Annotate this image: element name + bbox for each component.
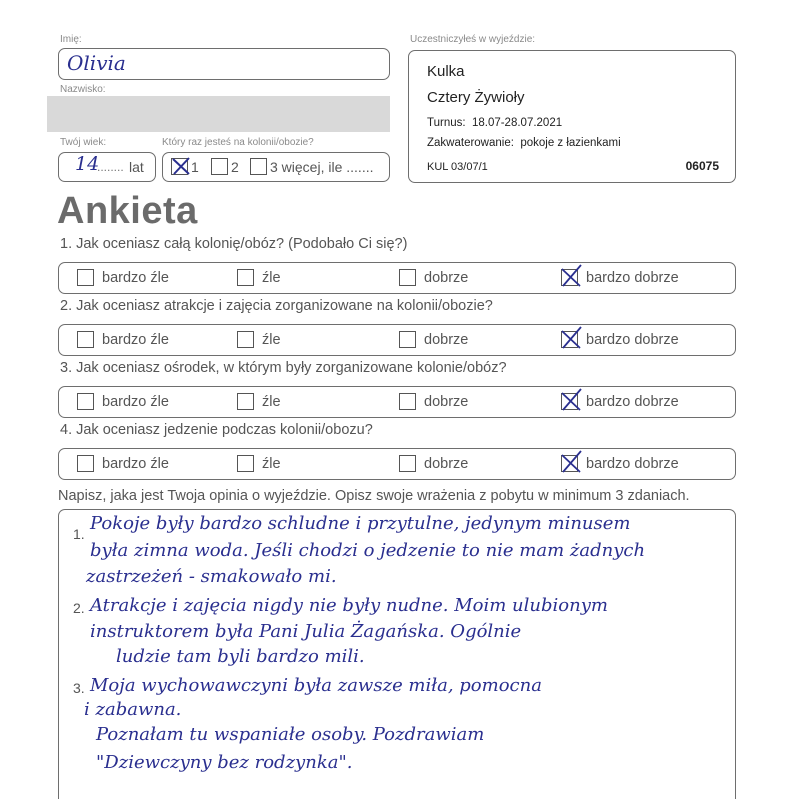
x-mark-icon [169,153,195,179]
checkbox[interactable] [399,269,416,286]
rating-option[interactable] [561,269,679,286]
checkbox-checked[interactable] [561,455,578,472]
trip-code: KUL 03/07/1 [427,161,488,173]
rating-option-label: dobrze [424,331,469,348]
essay-line: "Dziewczyny bez rodzynka". [96,752,353,773]
checkbox[interactable] [399,393,416,410]
checkbox-checked[interactable] [561,393,578,410]
age-label: Twój wiek: [60,137,107,148]
essay-number: 3. [73,680,85,696]
trip-number: 06075 [685,159,719,173]
essay-prompt: Napisz, jaka jest Twoja opinia o wyjeździe. Opisz swoje wrażenia z pobytu w minimum 3 zdaniach. [58,488,690,504]
rating-option[interactable] [237,269,281,286]
rating-option-label: bardzo źle [102,455,169,472]
accommodation: Zakwaterowanie: pokoje z łazienkami [427,137,621,149]
checkbox[interactable] [399,331,416,348]
rating-option[interactable] [237,455,281,472]
rating-row [58,262,736,294]
name-field[interactable] [58,48,390,80]
times-option-label: 2 [231,158,239,175]
age-field[interactable] [58,152,156,182]
checkbox[interactable] [77,269,94,286]
rating-option[interactable] [77,455,169,472]
rating-option[interactable] [237,393,281,410]
rating-option[interactable] [561,331,679,348]
rating-option-label: źle [262,455,281,472]
trip-info-card [408,50,736,183]
essay-line: była zimna woda. Jeśli chodzi o jedzenie to nie mam żadnych [90,540,646,561]
essay-line: i zabawna. [84,699,182,720]
rating-option-label: bardzo dobrze [586,331,679,348]
checkbox[interactable] [237,331,254,348]
checkbox[interactable] [77,393,94,410]
rating-option-label: bardzo dobrze [586,455,679,472]
rating-option[interactable] [399,455,468,472]
checkbox-checked[interactable] [171,158,188,175]
rating-row [58,386,736,418]
rating-option[interactable] [399,393,468,410]
essay-number: 2. [73,600,85,616]
essay-line: Atrakcje i zajęcia nigdy nie były nudne. Moim ulubionym [90,595,608,616]
essay-line: ludzie tam byli bardzo mili. [116,646,365,667]
program-name: Cztery Żywioły [427,89,525,106]
rating-option-label: źle [262,269,281,286]
page-title: Ankieta [57,190,198,232]
x-mark-icon [559,326,585,352]
rating-option-label: źle [262,331,281,348]
essay-line: Pokoje były bardzo schludne i przytulne, jedynym minusem [90,513,631,534]
checkbox-checked[interactable] [561,331,578,348]
x-mark-icon [559,450,585,476]
rating-option[interactable] [399,331,468,348]
surname-redacted [47,96,390,132]
checkbox[interactable] [237,269,254,286]
times-field[interactable] [162,152,390,182]
times-option-label: 1 [191,158,199,175]
times-option-3[interactable] [250,158,373,175]
rating-option[interactable] [77,393,169,410]
trip-label: Uczestniczyłeś w wyjeździe: [410,34,536,45]
question-text: 2. Jak oceniasz atrakcje i zajęcia zorganizowane na kolonii/obozie? [60,298,493,314]
age-dots: ........ [97,160,124,174]
age-unit: lat [129,159,144,175]
checkbox[interactable] [237,455,254,472]
rating-option-label: bardzo dobrze [586,269,679,286]
question-text: 3. Jak oceniasz ośrodek, w którym były zorganizowane kolonie/obóz? [60,360,507,376]
rating-option[interactable] [561,455,679,472]
name-value: Olivia [67,51,126,75]
rating-option[interactable] [399,269,468,286]
rating-option-label: źle [262,393,281,410]
times-label: Który raz jesteś na kolonii/obozie? [162,137,314,148]
rating-option-label: dobrze [424,455,469,472]
question-text: 4. Jak oceniasz jedzenie podczas kolonii/obozu? [60,422,373,438]
times-option-1[interactable] [171,158,199,175]
rating-option[interactable] [77,331,169,348]
rating-option-label: dobrze [424,269,469,286]
turnus: Turnus: 18.07-28.07.2021 [427,117,563,129]
times-option-2[interactable] [211,158,239,175]
question-text: 1. Jak oceniasz całą kolonię/obóz? (Podobało Ci się?) [60,236,408,252]
checkbox[interactable] [237,393,254,410]
rating-option-label: bardzo źle [102,331,169,348]
checkbox-checked[interactable] [561,269,578,286]
checkbox[interactable] [250,158,267,175]
rating-option-label: dobrze [424,393,469,410]
times-option-label: 3 więcej, ile ....... [270,158,374,175]
rating-option-label: bardzo źle [102,393,169,410]
rating-row [58,448,736,480]
essay-line: zastrzeżeń - smakowało mi. [86,566,337,587]
age-value: 14 [75,153,100,175]
rating-option[interactable] [237,331,281,348]
checkbox[interactable] [399,455,416,472]
rating-option-label: bardzo dobrze [586,393,679,410]
rating-option[interactable] [561,393,679,410]
essay-line: Moja wychowawczyni była zawsze miła, pomocna [90,675,542,696]
checkbox[interactable] [77,455,94,472]
rating-row [58,324,736,356]
checkbox[interactable] [211,158,228,175]
essay-line: instruktorem była Pani Julia Żagańska. Ogólnie [90,621,522,642]
essay-line: Poznałam tu wspaniałe osoby. Pozdrawiam [96,724,485,745]
camp-name: Kulka [427,63,465,80]
checkbox[interactable] [77,331,94,348]
rating-option[interactable] [77,269,169,286]
name-label: Imię: [60,34,82,45]
x-mark-icon [559,388,585,414]
x-mark-icon [559,264,585,290]
rating-option-label: bardzo źle [102,269,169,286]
surname-label: Nazwisko: [60,84,106,95]
essay-number: 1. [73,526,85,542]
